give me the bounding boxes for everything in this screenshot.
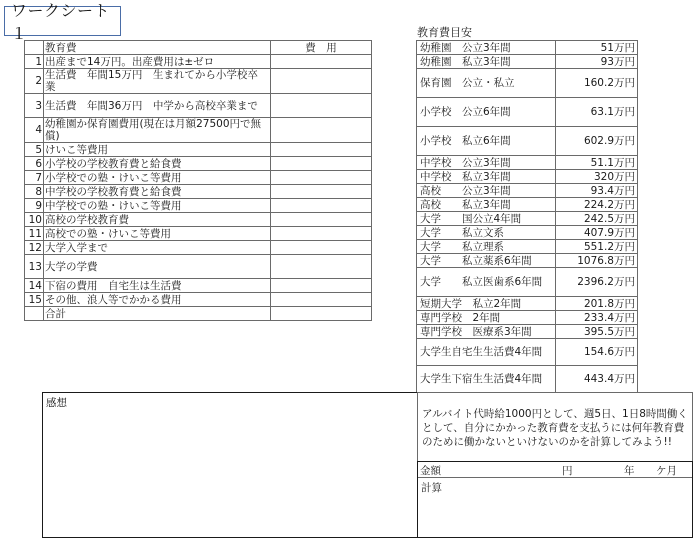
worksheet-row: [25, 279, 372, 293]
reference-amount: 551.2万円: [556, 240, 638, 254]
row-fee-cell[interactable]: [271, 55, 372, 69]
row-item: 下宿の費用 自宅生は生活費: [44, 279, 271, 293]
row-fee-cell[interactable]: [271, 94, 372, 118]
row-fee-cell[interactable]: [271, 255, 372, 279]
row-number: 4: [25, 118, 44, 143]
reference-row: [417, 268, 638, 297]
header-fee: 費 用: [271, 41, 372, 55]
reference-amount: 154.6万円: [556, 339, 638, 366]
reference-amount: 395.5万円: [556, 325, 638, 339]
reference-row: [417, 325, 638, 339]
row-item: 生活費 年間15万円 生まれてから小学校卒業: [44, 69, 271, 94]
row-fee-cell[interactable]: [271, 69, 372, 94]
reference-row: [417, 170, 638, 184]
reference-amount: 233.4万円: [556, 311, 638, 325]
reference-label: 専門学校 2年間: [417, 311, 556, 325]
reference-row: [417, 366, 638, 393]
reference-label: 中学校 私立3年間: [417, 170, 556, 184]
row-item: 高校での塾・けいこ等費用: [44, 227, 271, 241]
reference-label: 小学校 私立6年間: [417, 127, 556, 156]
calc-area[interactable]: [418, 478, 692, 497]
reference-amount: 242.5万円: [556, 212, 638, 226]
row-number: 12: [25, 241, 44, 255]
row-number: 9: [25, 199, 44, 213]
reference-label: 幼稚園 私立3年間: [417, 55, 556, 69]
reference-row: [417, 41, 638, 55]
reference-row: [417, 311, 638, 325]
reference-amount: 93.4万円: [556, 184, 638, 198]
reference-amount: 160.2万円: [556, 69, 638, 98]
reference-label: 保育園 公立・私立: [417, 69, 556, 98]
reference-label: 大学 私立医歯系6年間: [417, 268, 556, 297]
reference-amount: 63.1万円: [556, 98, 638, 127]
reference-label: 大学生自宅生生活費4年間: [417, 339, 556, 366]
reference-row: [417, 226, 638, 240]
worksheet-row: [25, 185, 372, 199]
reference-row: [417, 240, 638, 254]
reference-label: 小学校 公立6年間: [417, 98, 556, 127]
reference-label: 大学 私立理系: [417, 240, 556, 254]
row-item: 中学校の学校教育費と給食費: [44, 185, 271, 199]
reference-amount: 602.9万円: [556, 127, 638, 156]
row-item: 生活費 年間36万円 中学から高校卒業まで: [44, 94, 271, 118]
impressions-box[interactable]: [42, 392, 418, 538]
total-blank: [25, 307, 44, 321]
row-number: 8: [25, 185, 44, 199]
reference-label: 高校 私立3年間: [417, 198, 556, 212]
row-number: 3: [25, 94, 44, 118]
worksheet-row: [25, 143, 372, 157]
reference-label: 高校 公立3年間: [417, 184, 556, 198]
row-item: 幼稚園か保育園費用(現在は月額27500円で無償): [44, 118, 271, 143]
reference-row: [417, 254, 638, 268]
amount-label: 金額: [420, 465, 441, 477]
reference-amount: 51.1万円: [556, 156, 638, 170]
calculation-box[interactable]: [417, 461, 693, 538]
reference-label: 大学 私立薬系6年間: [417, 254, 556, 268]
reference-row: [417, 55, 638, 69]
reference-row: [417, 184, 638, 198]
reference-label: 大学生下宿生生活費4年間: [417, 366, 556, 393]
worksheet-row: [25, 227, 372, 241]
reference-amount: 407.9万円: [556, 226, 638, 240]
reference-row: [417, 69, 638, 98]
row-item: けいこ等費用: [44, 143, 271, 157]
worksheet-row: [25, 255, 372, 279]
reference-row: [417, 297, 638, 311]
worksheet-row: [25, 171, 372, 185]
header-blank: [25, 41, 44, 55]
row-fee-cell[interactable]: [271, 213, 372, 227]
worksheet-row: [25, 94, 372, 118]
reference-label: 中学校 公立3年間: [417, 156, 556, 170]
month-label: ケ月: [656, 465, 677, 477]
reference-row: [417, 212, 638, 226]
row-number: 1: [25, 55, 44, 69]
row-fee-cell[interactable]: [271, 118, 372, 143]
reference-amount: 51万円: [556, 41, 638, 55]
row-number: 7: [25, 171, 44, 185]
row-item: 中学校での塾・けいこ等費用: [44, 199, 271, 213]
row-fee-cell[interactable]: [271, 199, 372, 213]
reference-label: 幼稚園 公立3年間: [417, 41, 556, 55]
reference-amount: 93万円: [556, 55, 638, 69]
total-label: 合計: [44, 307, 271, 321]
worksheet-header-row: [25, 41, 372, 55]
row-item: その他、浪人等でかかる費用: [44, 293, 271, 307]
row-item: 小学校での塾・けいこ等費用: [44, 171, 271, 185]
row-item: 小学校の学校教育費と給食費: [44, 157, 271, 171]
row-number: 5: [25, 143, 44, 157]
reference-label: 大学 国公立4年間: [417, 212, 556, 226]
reference-label: 大学 私立文系: [417, 226, 556, 240]
reference-table: [416, 40, 638, 393]
row-number: 10: [25, 213, 44, 227]
row-number: 11: [25, 227, 44, 241]
reference-amount: 443.4万円: [556, 366, 638, 393]
reference-amount: 2396.2万円: [556, 268, 638, 297]
header-item: 教育費: [44, 41, 271, 55]
row-fee-cell[interactable]: [271, 171, 372, 185]
exercise-prompt: アルバイト代時給1000円として、週5日、1日8時間働くとして、自分にかかった教育費を支払うには何年教育費のために働かないといけないのかを計算してみよう!!: [417, 392, 693, 462]
worksheet-title: ワークシート１: [4, 6, 121, 36]
worksheet-row: [25, 293, 372, 307]
row-item: 大学の学費: [44, 255, 271, 279]
row-number: 14: [25, 279, 44, 293]
row-fee-cell[interactable]: [271, 279, 372, 293]
row-item: 高校の学校教育費: [44, 213, 271, 227]
row-number: 2: [25, 69, 44, 94]
reference-amount: 320万円: [556, 170, 638, 184]
yen-label: 円: [562, 465, 573, 477]
row-number: 15: [25, 293, 44, 307]
worksheet-table: [24, 40, 372, 321]
reference-row: [417, 198, 638, 212]
row-item: 大学入学まで: [44, 241, 271, 255]
calc-label: 計算: [421, 482, 442, 494]
reference-row: [417, 98, 638, 127]
worksheet-row: [25, 157, 372, 171]
row-number: 13: [25, 255, 44, 279]
worksheet-row: [25, 55, 372, 69]
row-fee-cell[interactable]: [271, 241, 372, 255]
reference-label: 短期大学 私立2年間: [417, 297, 556, 311]
amount-row[interactable]: [418, 462, 692, 478]
worksheet-row: [25, 69, 372, 94]
row-number: 6: [25, 157, 44, 171]
worksheet-row: [25, 199, 372, 213]
year-label: 年: [624, 465, 635, 477]
reference-row: [417, 339, 638, 366]
worksheet-row: [25, 241, 372, 255]
reference-amount: 1076.8万円: [556, 254, 638, 268]
worksheet-total-row: [25, 307, 372, 321]
reference-title: 教育費目安: [417, 26, 472, 39]
reference-row: [417, 156, 638, 170]
total-fee-cell[interactable]: [271, 307, 372, 321]
reference-amount: 201.8万円: [556, 297, 638, 311]
reference-label: 専門学校 医療系3年間: [417, 325, 556, 339]
row-fee-cell[interactable]: [271, 157, 372, 171]
row-fee-cell[interactable]: [271, 143, 372, 157]
worksheet-row: [25, 213, 372, 227]
row-fee-cell[interactable]: [271, 185, 372, 199]
row-item: 出産まで14万円。出産費用は±ゼロ: [44, 55, 271, 69]
row-fee-cell[interactable]: [271, 227, 372, 241]
worksheet-row: [25, 118, 372, 143]
row-fee-cell[interactable]: [271, 293, 372, 307]
reference-row: [417, 127, 638, 156]
reference-amount: 224.2万円: [556, 198, 638, 212]
impressions-label: 感想: [46, 397, 67, 409]
